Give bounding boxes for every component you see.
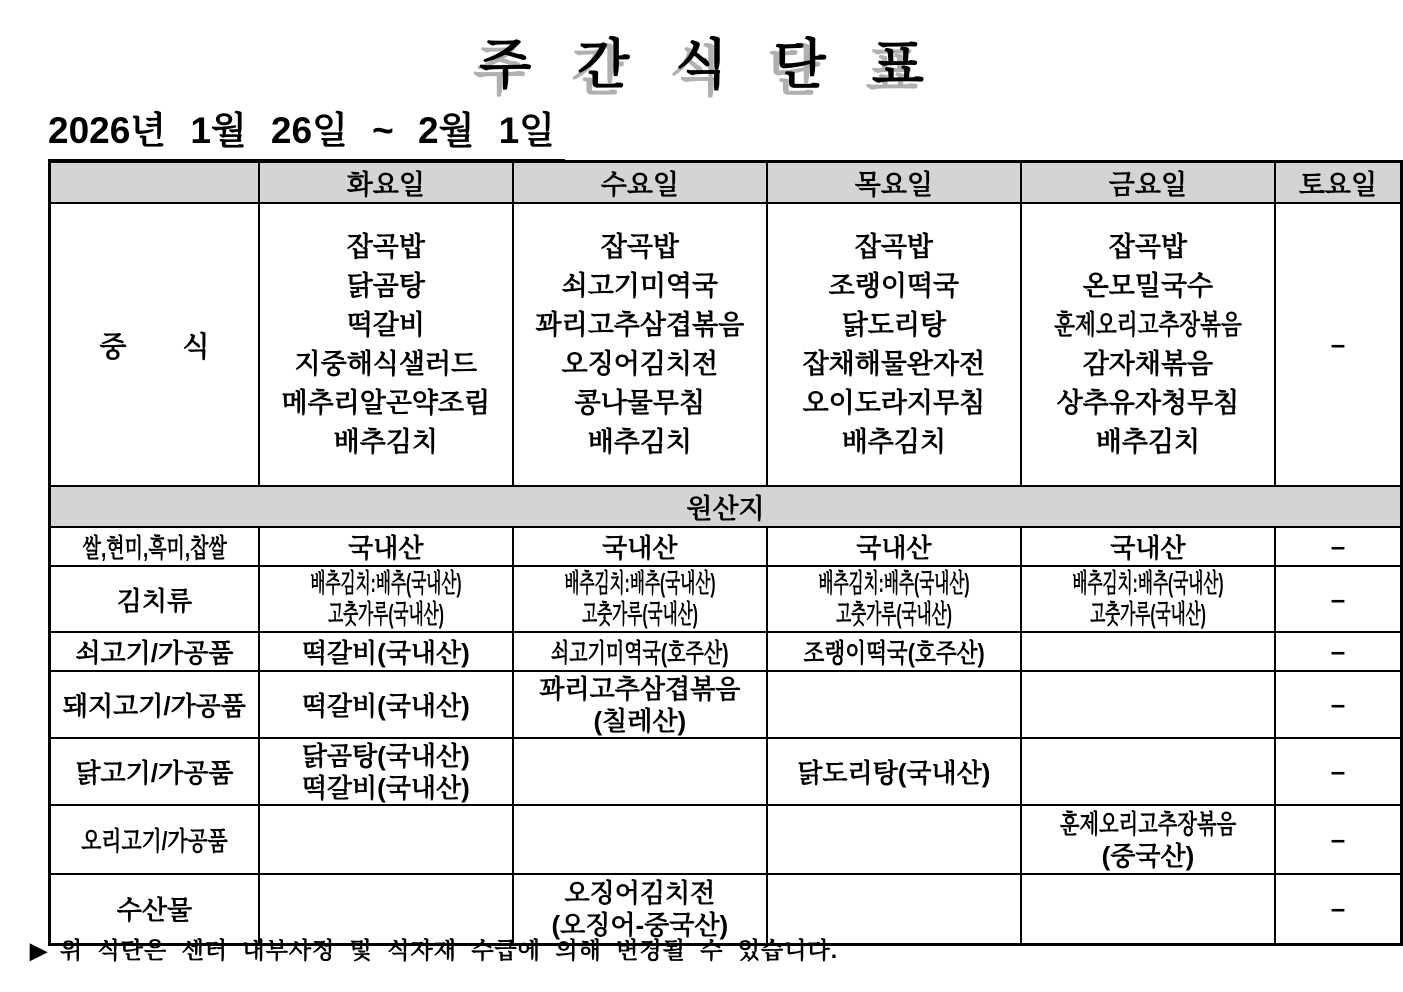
origin-cell-duck-wednesday [513, 805, 767, 874]
beef-wednesday-text: 쇠고기미역국(호주산) [551, 638, 729, 668]
origin-row-chicken [50, 738, 1402, 805]
lunch-menu-wednesday: 잡곡밥 쇠고기미역국 꽈리고추삼겹볶음 오징어김치전 콩나물무침 배추김치 [513, 203, 767, 486]
origin-row-label-chicken: 닭고기/가공품 [50, 738, 259, 805]
origin-cell-rice-friday: 국내산 [1021, 527, 1275, 566]
origin-header-row [50, 486, 1402, 527]
origin-cell-duck-friday: 훈제오리고추장볶음 (중국산) [1021, 805, 1275, 874]
origin-cell-kimchi-wednesday: 배추김치:배추(국내산) 고춧가루(국내산) [513, 566, 767, 632]
origin-cell-chicken-wednesday [513, 738, 767, 805]
column-header-saturday: 토요일 [1275, 162, 1402, 204]
origin-cell-chicken-thursday: 닭도리탕(국내산) [767, 738, 1021, 805]
origin-cell-rice-saturday: – [1275, 527, 1402, 566]
date-range: 2026년 1월 26일 ~ 2월 1일 [48, 100, 565, 163]
origin-row-duck [50, 805, 1402, 874]
origin-cell-chicken-friday [1021, 738, 1275, 805]
origin-row-pork [50, 671, 1402, 738]
origin-row-label-pork: 돼지고기/가공품 [50, 671, 259, 738]
triangle-bullet-icon: ▶ [30, 938, 48, 963]
origin-section-header: 원산지 [50, 486, 1402, 527]
origin-cell-beef-saturday: – [1275, 632, 1402, 671]
origin-cell-rice-thursday: 국내산 [767, 527, 1021, 566]
origin-row-beef [50, 632, 1402, 671]
origin-cell-seafood-wednesday: 오징어김치전 (오징어-중국산) [513, 874, 767, 944]
day-header-row [50, 162, 1402, 204]
origin-row-label-rice [50, 527, 259, 566]
origin-row-label-beef: 쇠고기/가공품 [50, 632, 259, 671]
lunch-menu-saturday: – [1275, 203, 1402, 486]
origin-cell-kimchi-friday: 배추김치:배추(국내산) 고춧가루(국내산) [1021, 566, 1275, 632]
origin-cell-beef-tuesday: 떡갈비(국내산) [259, 632, 513, 671]
origin-cell-pork-tuesday: 떡갈비(국내산) [259, 671, 513, 738]
origin-row-label-seafood: 수산물 [50, 874, 259, 944]
origin-cell-beef-friday [1021, 632, 1275, 671]
origin-cell-chicken-tuesday: 닭곰탕(국내산) 떡갈비(국내산) [259, 738, 513, 805]
lunch-menu-thursday: 잡곡밥 조랭이떡국 닭도리탕 잡채해물완자전 오이도라지무침 배추김치 [767, 203, 1021, 486]
page-title: 주간식단표 [479, 35, 970, 95]
origin-row-kimchi [50, 566, 1402, 632]
origin-cell-seafood-friday [1021, 874, 1275, 944]
origin-cell-kimchi-tuesday: 배추김치:배추(국내산) 고춧가루(국내산) [259, 566, 513, 632]
origin-cell-pork-wednesday: 꽈리고추삼겹볶음 (칠레산) [513, 671, 767, 738]
column-header-thursday: 목요일 [767, 162, 1021, 204]
origin-cell-pork-thursday [767, 671, 1021, 738]
origin-cell-duck-thursday [767, 805, 1021, 874]
origin-row-label-duck [50, 805, 259, 874]
origin-cell-beef-wednesday [513, 632, 767, 671]
weekly-menu-table [48, 160, 1403, 946]
beef-thursday-text: 조랭이떡국(호주산) [803, 638, 985, 668]
column-header-wednesday: 수요일 [513, 162, 767, 204]
origin-row-rice [50, 527, 1402, 566]
origin-cell-kimchi-thursday: 배추김치:배추(국내산) 고춧가루(국내산) [767, 566, 1021, 632]
footnote-text: 위 식단은 센터 내부사정 및 식자재 수급에 의해 변경될 수 있습니다. [59, 937, 839, 963]
column-header-friday: 금요일 [1021, 162, 1275, 204]
origin-cell-beef-thursday [767, 632, 1021, 671]
origin-cell-chicken-saturday: – [1275, 738, 1402, 805]
origin-cell-seafood-saturday: – [1275, 874, 1402, 944]
duck-label-text: 오리고기/가공품 [81, 826, 228, 856]
column-header-empty [50, 162, 259, 204]
column-header-tuesday: 화요일 [259, 162, 513, 204]
lunch-row-label: 중 식 [50, 203, 259, 486]
rice-label-text: 쌀,현미,흑미,찹쌀 [82, 533, 227, 563]
origin-cell-pork-friday [1021, 671, 1275, 738]
lunch-row [50, 203, 1402, 486]
origin-row-label-kimchi: 김치류 [50, 566, 259, 632]
origin-cell-kimchi-saturday: – [1275, 566, 1402, 632]
lunch-menu-tuesday: 잡곡밥 닭곰탕 떡갈비 지중해식샐러드 메추리알곤약조림 배추김치 [259, 203, 513, 486]
origin-cell-duck-tuesday [259, 805, 513, 874]
origin-cell-rice-wednesday: 국내산 [513, 527, 767, 566]
lunch-menu-friday: 잡곡밥 온모밀국수 훈제오리고추장볶음 감자채볶음 상추유자청무침 배추김치 [1021, 203, 1275, 486]
origin-cell-pork-saturday: – [1275, 671, 1402, 738]
footnote [30, 932, 838, 965]
origin-cell-duck-saturday: – [1275, 805, 1402, 874]
origin-cell-rice-tuesday: 국내산 [259, 527, 513, 566]
